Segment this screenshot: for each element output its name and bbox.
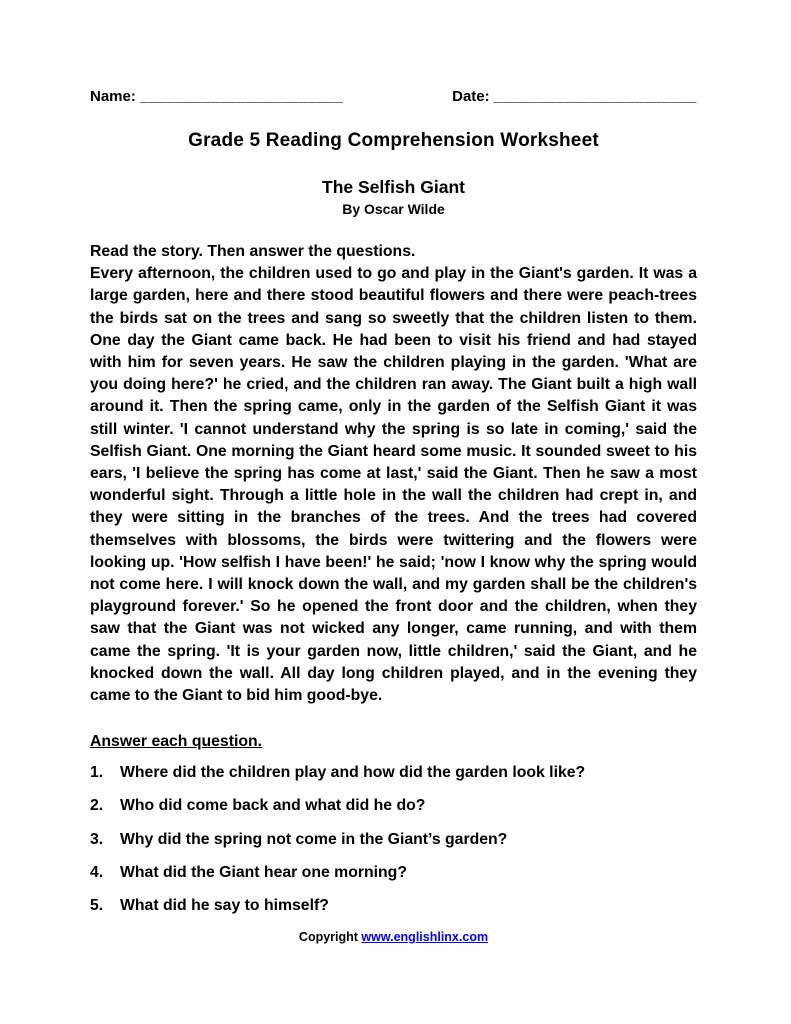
question-text: What did he say to himself? bbox=[120, 897, 329, 915]
name-date-row bbox=[90, 88, 697, 105]
date-field bbox=[452, 88, 697, 105]
date-label: Date: bbox=[452, 88, 490, 105]
name-blank-line: _______________________ bbox=[139, 88, 344, 105]
copyright-label: Copyright bbox=[298, 930, 362, 945]
name-field bbox=[90, 88, 343, 105]
story-author: By Oscar Wilde bbox=[342, 201, 445, 217]
question-item-3 bbox=[90, 829, 697, 851]
date-blank-line: _______________________ bbox=[493, 88, 697, 105]
question-item-2 bbox=[90, 795, 697, 817]
question-item-4 bbox=[90, 862, 697, 884]
page-title: Grade 5 Reading Comprehension Worksheet bbox=[188, 130, 599, 151]
question-text: Where did the children play and how did the garden look like? bbox=[120, 764, 586, 782]
questions-heading: Answer each question. bbox=[90, 733, 263, 751]
question-number: 5. bbox=[90, 897, 104, 915]
copyright-footer bbox=[90, 930, 697, 944]
story-title: The Selfish Giant bbox=[322, 177, 465, 197]
question-text: Why did the spring not come in the Giant’s garden? bbox=[120, 830, 508, 848]
questions-list bbox=[90, 762, 697, 917]
question-number: 4. bbox=[90, 863, 104, 881]
question-number: 3. bbox=[90, 830, 104, 848]
instructions-line: Read the story. Then answer the questions. bbox=[90, 243, 416, 260]
question-text: Who did come back and what did he do? bbox=[120, 797, 426, 815]
story-text: Every afternoon, the children used to go and play in the Giant's garden. It was a large garden, here and there stood beautiful flowers and there were peach-trees the birds sat on the trees and sang so sweetly that the children listen to them. One day the Giant came back. He had been to visit his friend and had stayed with him for seven years. He saw the children playing in the garden. 'What are you doing here?' he cried, and the children ran away. The Giant built a high wall around it. Then the spring came, only in the garden of the Selfish Giant it was still winter. 'I cannot understand why the spring is so late in coming,' said the Selfish Giant. One morning the Giant heard some music. It sounded sweet to his ears, 'I believe the spring has come at last,' said the Giant. Then he saw a most wonderful sight. Through a little hole in the wall the children had crept in, and they were sitting in the branches of the trees. And the trees had covered themselves with blossoms, the birds were twittering and the flowers were looking up. 'How selfish I have been!' he said; 'now I know why the spring would not come here. I will knock down the wall, and my garden shall be the children's playground forever.' So he opened the front door and the children, when they saw that the Giant was not wicked any longer, came running, and with them came the spring. 'It is your garden now, little children,' said the Giant, and he knocked down the wall. All day long children played, and in the evening they came to the Giant to bid him good-bye. bbox=[90, 265, 697, 705]
question-text: What did the Giant hear one morning? bbox=[120, 863, 407, 881]
question-item-5 bbox=[90, 895, 697, 917]
englishlinx-link[interactable]: www.englishlinx.com bbox=[361, 930, 489, 945]
question-number: 1. bbox=[90, 764, 104, 782]
name-label: Name: bbox=[90, 88, 136, 105]
question-number: 2. bbox=[90, 797, 104, 815]
question-item-1 bbox=[90, 762, 697, 784]
